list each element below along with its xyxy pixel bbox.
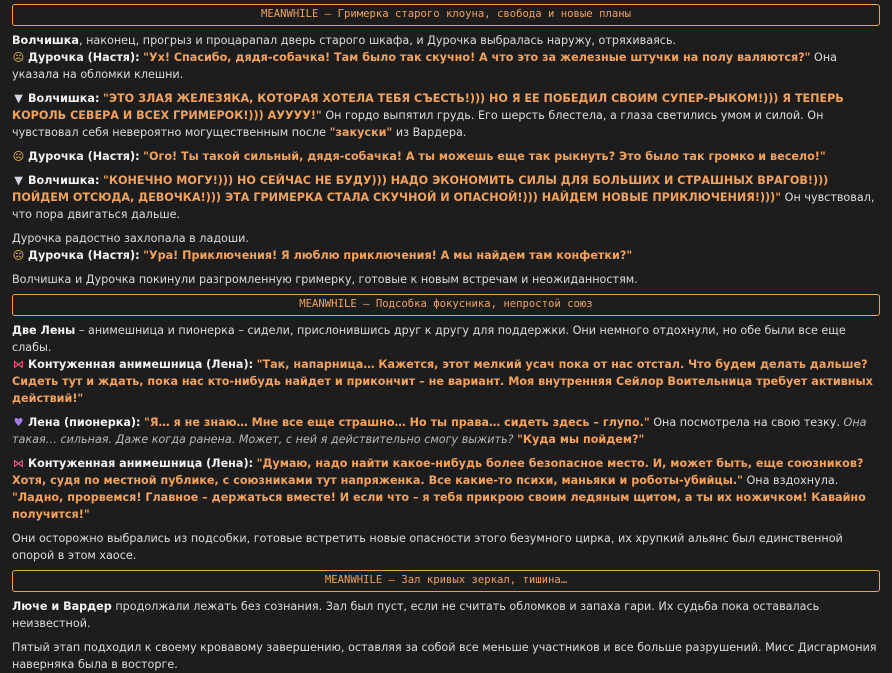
confused-face-icon: ☹ [12,150,25,163]
purple-heart-icon: ♥ [13,416,24,429]
speaker-name: Лена (пионерка): [28,416,141,429]
narration: Пятый этап подходил к своему кровавому завершению, оставляя за собой все меньше участников и все больше разрушений. Мисс Дисгармония наверняка была в восторге. [12,641,877,671]
speaker-name: Контуженная анимешница (Лена): [28,457,254,470]
quote: "Ура! Приключения! Я люблю приключения! А мы найдем там конфетки?" [143,249,633,262]
quote: "Ладно, прорвемся! Главное – держаться вместе! И если что – я тебя прикрою своим ледяным щитом, а ты их ножичком! Кавайно получится!" [12,491,866,521]
quote: "Куда мы пойдем?" [517,433,645,446]
dialogue-line: ⋈ Контуженная анимешница (Лена): "Думаю, надо найти какое-нибудь более безопасное место. И, может быть, еще союзников? Хотя, судя по местной публике, с союзниками тут напряженка. Все какие-то психи, маньяки и роботы-убийцы." Она вздохнула. "Ладно, прорвемся! Главное – держаться вместе! И если что – я тебя прикрою своим ледяным щитом, а ты их ножичком! Кавайно получится!" [12,457,866,521]
narration: Дурочка радостно захлопала в ладоши. [12,232,249,245]
speaker-name: Дурочка (Настя): [28,51,140,64]
pink-bow-icon: ⋈ [12,358,25,371]
quote: "Ого! Ты такой сильный, дядя-собачка! А ты можешь еще так рыкнуть? Это было так громко и весело!" [143,150,826,163]
dialogue-line [12,148,880,165]
dialogue-line: ♥ Лена (пионерка): "Я… я не знаю… Мне все еще страшно… Но ты права… сидеть здесь – глупо." Она посмотрела на свою тезку. Она такая… сильная. Даже когда ранена. Может, с ней я действительно смогу выжить? "Куда мы пойдем?" [12,416,867,446]
speaker-name: Дурочка (Настя): [28,249,140,262]
quote: "Думаю, надо найти какое-нибудь более безопасное место. И, может быть, еще союзников? Хотя, судя по местной публике, с союзниками тут напряженка. Все какие-то психи, маньяки и роботы-убийцы." [12,457,864,487]
dialogue-line [12,247,880,264]
character-name: Волчишка [12,34,79,47]
quote: "Так, напарница… Кажется, этот мелкий усач пока от нас отстал. Что будем делать дальше? Сидеть тут и ждать, пока нас кто-нибудь найдет и прикончит – не вариант. Моя внутренняя Сейлор Воительница требует активных действий!" [12,358,873,405]
meanwhile-banner: MEANWHILE – Зал кривых зеркал, тишина… [12,570,880,592]
meanwhile-banner: MEANWHILE – Подсобка фокусника, непростой союз [12,294,880,316]
character-name: Две Лены [12,324,76,337]
speaker-name: Дурочка (Настя): [28,150,140,163]
narration: Волчишка, наконец, прогрыз и процарапал дверь старого шкафа, и Дурочка выбралась наружу, отряхиваясь. [12,34,677,47]
quote: "КОНЕЧНО МОГУ!))) НО СЕЙЧАС НЕ БУДУ))) НАДО ЭКОНОМИТЬ СИЛЫ ДЛЯ БОЛЬШИХ И СТРАШНЫХ ВРАГОВ!))) ПОЙДЕМ ОТСЮДА, ДЕВОЧКА!))) ЭТА ГРИМЕРКА СТАЛА СКУЧНОЙ И ОПАСНОЙ!))) НАЙДЕМ НОВЫЕ ПРИКЛЮЧЕНИЯ!)))" [12,174,829,204]
speaker-name: Контуженная анимешница (Лена): [28,358,254,371]
inner-thought: Она такая… сильная. Даже когда ранена. Может, с ней я действительно смогу выжить? [12,416,867,446]
narration: Они осторожно выбрались из подсобки, готовые встретить новые опасности этого безумного цирка, их хрупкий альянс был единственной опорой в этом хаосе. [12,532,843,562]
dialogue-line: ▼ Волчишка: "КОНЕЧНО МОГУ!))) НО СЕЙЧАС НЕ БУДУ))) НАДО ЭКОНОМИТЬ СИЛЫ ДЛЯ БОЛЬШИХ И СТРАШНЫХ ВРАГОВ!))) ПОЙДЕМ ОТСЮДА, ДЕВОЧКА!))) ЭТА ГРИМЕРКА СТАЛА СКУЧНОЙ И ОПАСНОЙ!))) НАЙДЕМ НОВЫЕ ПРИКЛЮЧЕНИЯ!)))" Он чувствовал, что пора двигаться дальше. [12,174,875,221]
quote: "ЭТО ЗЛАЯ ЖЕЛЕЗЯКА, КОТОРАЯ ХОТЕЛА ТЕБЯ СЪЕСТЬ!))) НО Я ЕЕ ПОБЕДИЛ СВОИМ СУПЕР-РЫКОМ!))) Я ТЕПЕРЬ КОРОЛЬ СЕВЕРА И ВСЕХ ГРИМЕРОК!))) АУУУУ!" [12,92,844,122]
confused-face-icon: ☹ [12,51,25,64]
narration: Две Лены – анимешница и пионерка – сидели, прислонившись друг к другу для поддержки. Они немного отдохнули, но обе были все еще слабы. [12,324,846,354]
narration: Люче и Вардер продолжали лежать без сознания. Зал был пуст, если не считать обломков и запаха гари. Их судьба пока оставалась неизвестной. [12,600,820,630]
quote: "Ух! Спасибо, дядя-собачка! Там было так скучно! А что это за железные штучки на полу валяются?" [143,51,811,64]
speaker-name: Волчишка: [28,92,100,105]
confused-face-icon: ☹ [12,249,25,262]
quote: "закуски" [329,126,393,139]
character-name: Люче и Вардер [12,600,112,613]
dialogue-line: ▼ Волчишка: "ЭТО ЗЛАЯ ЖЕЛЕЗЯКА, КОТОРАЯ ХОТЕЛА ТЕБЯ СЪЕСТЬ!))) НО Я ЕЕ ПОБЕДИЛ СВОИМ СУПЕР-РЫКОМ!))) Я ТЕПЕРЬ КОРОЛЬ СЕВЕРА И ВСЕХ ГРИМЕРОК!))) АУУУУ!" Он гордо выпятил грудь. Его шерсть блестела, а глаза светились умом и силой. Он чувствовал себя невероятно могущественным после "закуски" из Вардера. [12,92,844,139]
dialogue-line: ☹ Дурочка (Настя): "Ух! Спасибо, дядя-собачка! Там было так скучно! А что это за железные штучки на полу валяются?" Она указала на обломки клешни. [12,51,838,81]
dialogue-line [12,356,880,407]
narration: Волчишка и Дурочка покинули разгромленную гримерку, готовые к новым встречам и неожиданностям. [12,273,638,286]
speaker-name: Волчишка: [28,174,100,187]
wolf-face-icon: ▼ [14,92,23,105]
quote: "Я… я не знаю… Мне все еще страшно… Но ты права… сидеть здесь – глупо." [144,416,650,429]
meanwhile-banner: MEANWHILE – Гримерка старого клоуна, свобода и новые планы [12,4,880,26]
pink-bow-icon: ⋈ [12,457,25,470]
wolf-face-icon: ▼ [14,174,23,187]
